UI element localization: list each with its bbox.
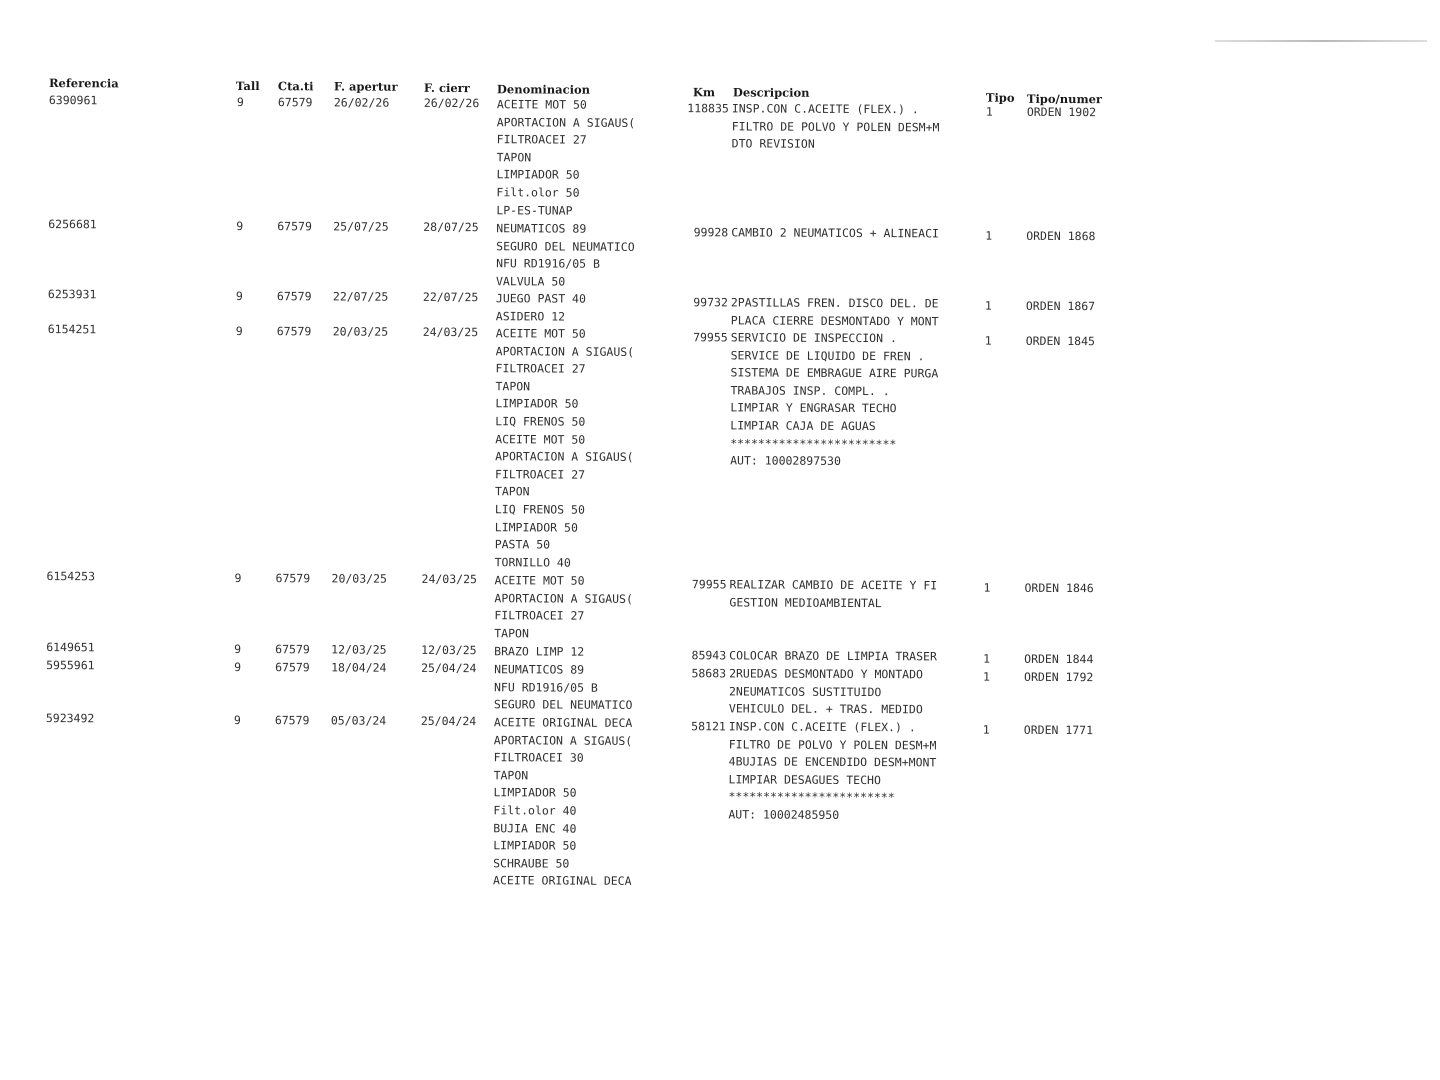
descripcion-line: ************************ <box>728 789 895 805</box>
denominacion-line: LIMPIADOR 50 <box>495 396 579 412</box>
record-referencia: 5923492 <box>45 711 95 726</box>
descripcion-line: LIMPIAR Y ENGRASAR TECHO <box>730 400 897 416</box>
denominacion-line: TAPON <box>494 626 529 641</box>
descripcion-line: AUT: 10002485950 <box>728 807 840 822</box>
descripcion-line: ************************ <box>730 435 897 451</box>
record-referencia: 6154253 <box>46 569 96 584</box>
denominacion-line: ACEITE ORIGINAL DECA <box>493 715 633 730</box>
record-tipo: 1 <box>984 333 992 348</box>
header-cta: Cta.ti <box>277 79 314 94</box>
record-apertura: 22/07/25 <box>332 289 389 304</box>
record-orden: ORDEN 1845 <box>1025 333 1096 349</box>
descripcion-line: INSP.CON C.ACEITE (FLEX.) . <box>728 719 916 735</box>
record-apertura: 05/03/24 <box>330 713 387 728</box>
record-denominacion <box>494 572 633 643</box>
record-km: 99928 <box>693 225 729 240</box>
record-cta: 67579 <box>275 660 310 675</box>
denominacion-line: LIMPIADOR 50 <box>494 519 578 535</box>
descripcion-line: SERVICIO DE INSPECCION . <box>730 330 897 346</box>
record-denominacion <box>494 643 584 661</box>
record-denominacion <box>496 220 635 291</box>
record-tall: 9 <box>235 323 243 338</box>
denominacion-line: LIMPIADOR 50 <box>493 785 577 801</box>
record-descripcion <box>731 294 939 330</box>
record-cierre: 22/07/25 <box>422 289 479 305</box>
record-orden: ORDEN 1902 <box>1026 104 1097 120</box>
record-denominacion <box>495 325 635 572</box>
header-descripcion: Descripcion <box>732 85 810 100</box>
record-tipo: 1 <box>985 228 993 243</box>
record-tall: 9 <box>235 288 243 303</box>
denominacion-line: TAPON <box>496 150 532 165</box>
record-tall: 9 <box>234 641 242 656</box>
descripcion-line: LIMPIAR CAJA DE AGUAS <box>730 418 876 434</box>
descripcion-line: GESTION MEDIOAMBIENTAL <box>729 594 882 610</box>
descripcion-line: 2NEUMATICOS SUSTITUIDO <box>728 683 882 699</box>
denominacion-line: LIMPIADOR 50 <box>496 167 580 183</box>
record-km: 118835 <box>687 101 729 116</box>
descripcion-line: FILTRO DE POLVO Y POLEN DESM+M <box>728 736 937 752</box>
descripcion-line: SERVICE DE LIQUIDO DE FREN . <box>730 347 925 363</box>
denominacion-line: ASIDERO 12 <box>495 308 566 324</box>
record-tipo: 1 <box>983 669 991 684</box>
denominacion-line: SCHRAUBE 50 <box>493 855 570 871</box>
denominacion-line: FILTROACEI 27 <box>496 132 587 147</box>
record-apertura: 20/03/25 <box>332 324 389 339</box>
descripcion-line: COLOCAR BRAZO DE LIMPIA TRASER <box>729 648 937 664</box>
denominacion-line: NEUMATICOS 89 <box>494 662 585 677</box>
record-descripcion <box>732 100 940 154</box>
header-referencia: Referencia <box>48 76 119 91</box>
record-apertura: 20/03/25 <box>331 571 387 586</box>
record-referencia: 6149651 <box>46 640 95 655</box>
denominacion-line: APORTACION A SIGAUS( <box>495 343 635 359</box>
record-referencia: 6154251 <box>47 322 97 337</box>
record-cta: 67579 <box>275 571 311 586</box>
record-descripcion <box>730 329 938 471</box>
descripcion-line: DTO REVISION <box>731 136 815 151</box>
denominacion-line: NFU RD1916/05 B <box>496 256 600 271</box>
record-tall: 9 <box>233 712 241 727</box>
descripcion-line: REALIZAR CAMBIO DE ACEITE Y FI <box>729 577 938 593</box>
denominacion-line: TAPON <box>495 379 531 394</box>
record-tall: 9 <box>236 94 244 109</box>
record-denominacion <box>496 290 586 326</box>
denominacion-line: VALVULA 50 <box>495 274 566 289</box>
record-denominacion <box>494 661 633 714</box>
record-descripcion <box>731 224 939 243</box>
record-orden: ORDEN 1771 <box>1023 722 1094 738</box>
work-order-listing <box>40 76 1120 889</box>
denominacion-line: LP-ES-TUNAP <box>496 202 573 218</box>
denominacion-line: BRAZO LIMP 12 <box>494 644 585 659</box>
header-apertura: F. apertur <box>333 79 398 94</box>
descripcion-line: FILTRO DE POLVO Y POLEN DESM+M <box>731 118 940 134</box>
descripcion-line: CAMBIO 2 NEUMATICOS + ALINEACI <box>731 225 939 241</box>
denominacion-line: SEGURO DEL NEUMATICO <box>493 697 633 713</box>
record-descripcion <box>729 665 923 719</box>
denominacion-line: APORTACION A SIGAUS( <box>495 449 634 465</box>
record-referencia: 5955961 <box>46 658 95 673</box>
denominacion-line: APORTACION A SIGAUS( <box>496 114 636 130</box>
denominacion-line: ACEITE MOT 50 <box>495 431 586 447</box>
denominacion-line: TORNILLO 40 <box>494 554 571 570</box>
record-cta: 67579 <box>276 289 312 304</box>
denominacion-line: APORTACION A SIGAUS( <box>494 590 633 606</box>
denominacion-line: JUEGO PAST 40 <box>495 291 586 306</box>
record-descripcion <box>729 576 937 612</box>
record-apertura: 25/07/25 <box>333 219 389 234</box>
record-orden: ORDEN 1868 <box>1026 228 1096 244</box>
header-denominacion: Denominacion <box>496 82 591 97</box>
denominacion-line: Filt.olor 50 <box>496 185 580 200</box>
record-km: 58683 <box>691 666 727 681</box>
record-referencia: 6390961 <box>48 93 98 108</box>
descripcion-line: SISTEMA DE EMBRAGUE AIRE PURGA <box>730 365 939 381</box>
descripcion-line: AUT: 10002897530 <box>730 453 841 469</box>
denominacion-line: ACEITE ORIGINAL DECA <box>493 873 632 889</box>
denominacion-line: ACEITE MOT 50 <box>496 97 587 112</box>
scan-artifact-line <box>1215 40 1427 42</box>
denominacion-line: APORTACION A SIGAUS( <box>493 732 633 748</box>
descripcion-line: PLACA CIERRE DESMONTADO Y MONT <box>730 312 939 328</box>
record-tipo: 1 <box>983 580 991 595</box>
denominacion-line: SEGURO DEL NEUMATICO <box>496 238 635 254</box>
denominacion-line: NFU RD1916/05 B <box>493 679 598 695</box>
record-tall: 9 <box>234 659 242 674</box>
record-km: 99732 <box>693 295 728 310</box>
denominacion-line: LIQ FRENOS 50 <box>494 502 585 517</box>
descripcion-line: VEHICULO DEL. + TRAS. MEDIDO <box>728 701 923 717</box>
record-orden: ORDEN 1792 <box>1024 669 1094 685</box>
record-cierre: 12/03/25 <box>421 642 477 658</box>
record-apertura: 12/03/25 <box>331 642 387 657</box>
denominacion-line: TAPON <box>494 484 530 499</box>
descripcion-line: LIMPIAR DESAGUES TECHO <box>728 772 881 787</box>
denominacion-line: FILTROACEI 27 <box>494 608 585 623</box>
denominacion-line: ACEITE MOT 50 <box>495 326 586 341</box>
denominacion-line: FILTROACEI 27 <box>495 361 586 376</box>
denominacion-line: FILTROACEI 27 <box>495 466 586 482</box>
denominacion-line: PASTA 50 <box>494 537 551 552</box>
record-tipo: 1 <box>984 298 992 313</box>
denominacion-line: ACEITE MOT 50 <box>494 573 585 588</box>
denominacion-line: Filt.olor 40 <box>493 803 577 818</box>
header-tipo: Tipo <box>985 90 1015 105</box>
record-descripcion <box>729 647 937 666</box>
record-cierre: 25/04/24 <box>421 660 477 676</box>
record-denominacion <box>496 96 635 220</box>
record-tipo: 1 <box>983 651 991 666</box>
record-referencia: 6253931 <box>47 287 97 302</box>
record-km: 79955 <box>691 577 727 592</box>
denominacion-line: FILTROACEI 30 <box>493 750 584 765</box>
record-tall: 9 <box>236 218 244 233</box>
denominacion-line: LIQ FRENOS 50 <box>495 414 586 429</box>
record-cta: 67579 <box>276 324 312 339</box>
header-km: Km <box>692 85 716 100</box>
descripcion-line: 2PASTILLAS FREN. DISCO DEL. DE <box>730 295 939 311</box>
record-cierre: 24/03/25 <box>422 324 479 340</box>
record-cierre: 28/07/25 <box>423 219 479 235</box>
record-apertura: 26/02/26 <box>333 95 390 110</box>
record-orden: ORDEN 1867 <box>1025 298 1096 314</box>
descripcion-line: TRABAJOS INSP. COMPL. . <box>730 383 890 398</box>
record-cta: 67579 <box>274 713 310 728</box>
record-denominacion <box>493 714 632 891</box>
denominacion-line: TAPON <box>493 768 529 783</box>
denominacion-line: LIMPIADOR 50 <box>493 838 577 853</box>
denominacion-line: NEUMATICOS 89 <box>496 221 587 236</box>
record-cta: 67579 <box>277 219 312 234</box>
record-cta: 67579 <box>277 95 313 110</box>
record-orden: ORDEN 1846 <box>1024 580 1094 596</box>
record-apertura: 18/04/24 <box>331 660 387 675</box>
denominacion-line: BUJIA ENC 40 <box>493 820 577 836</box>
record-cta: 67579 <box>275 642 310 657</box>
record-km: 79955 <box>693 330 728 345</box>
record-cierre: 26/02/26 <box>423 95 480 111</box>
record-tall: 9 <box>234 570 242 585</box>
descripcion-line: 4BUJIAS DE ENCENDIDO DESM+MONT <box>728 754 937 770</box>
descripcion-line: 2RUEDAS DESMONTADO Y MONTADO <box>729 666 923 682</box>
record-km: 85943 <box>691 648 727 663</box>
record-tipo: 1 <box>985 104 993 119</box>
descripcion-line: INSP.CON C.ACEITE (FLEX.) . <box>731 101 919 117</box>
record-tipo: 1 <box>982 722 990 737</box>
record-cierre: 25/04/24 <box>420 713 477 729</box>
record-cierre: 24/03/25 <box>421 571 477 587</box>
header-cierre: F. cierr <box>423 80 470 96</box>
record-km: 58121 <box>691 719 726 734</box>
header-tall: Tall <box>235 78 260 94</box>
record-descripcion <box>728 718 936 825</box>
record-orden: ORDEN 1844 <box>1024 651 1094 667</box>
record-referencia: 6256681 <box>48 217 97 232</box>
header-tipo-numero: Tipo/numer <box>1026 91 1103 107</box>
